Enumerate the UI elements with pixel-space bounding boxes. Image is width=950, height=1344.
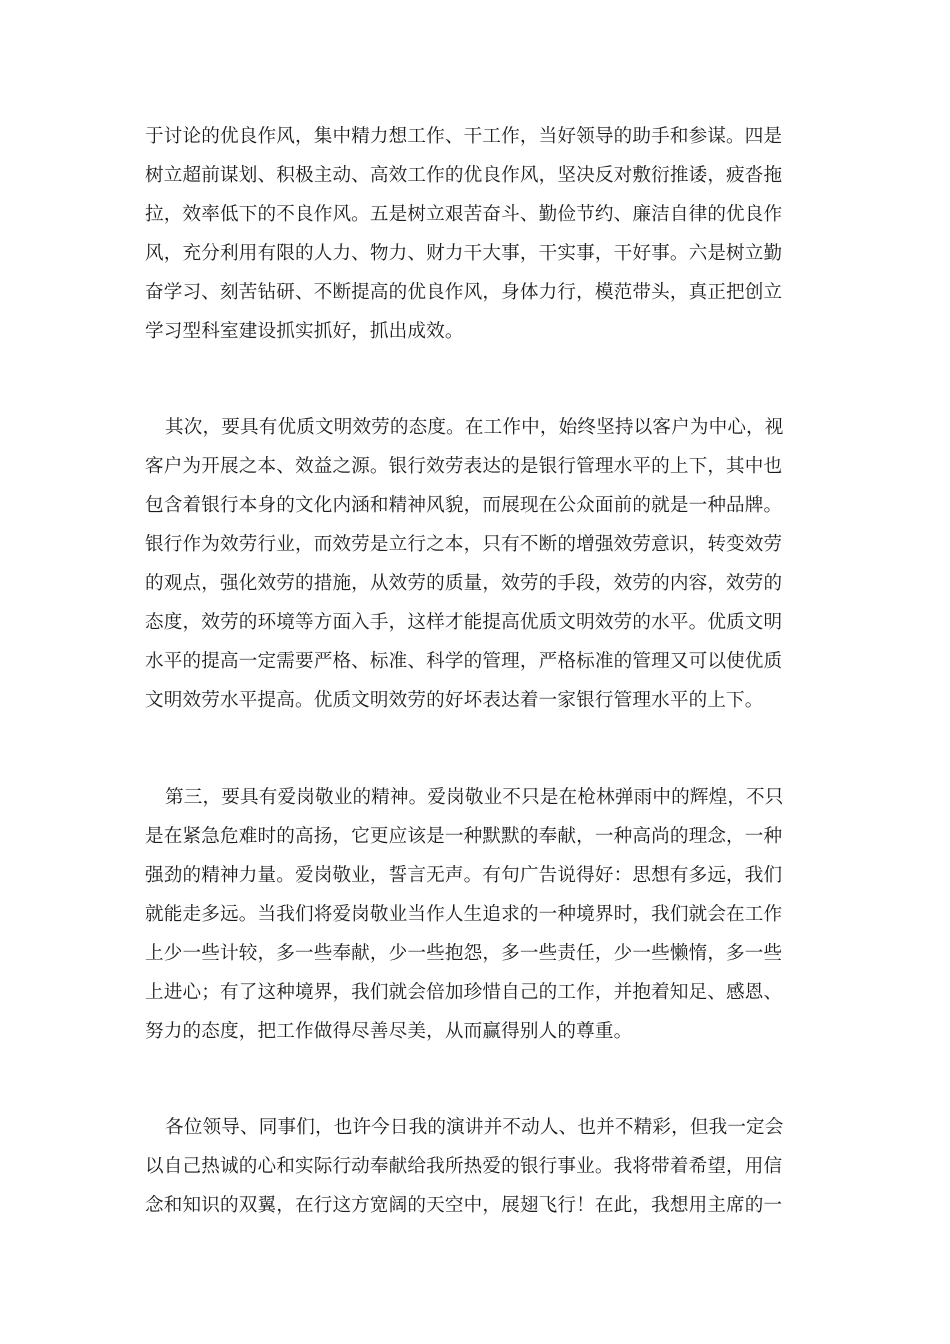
text-line: 奋学习、刻苦钻研、不断提高的优良作风，身体力行，模范带头，真正把创立	[145, 282, 783, 303]
text-line: 以自己热诚的心和实际行动奉献给我所热爱的银行事业。我将带着希望，用信	[145, 1156, 783, 1177]
text-line: 努力的态度，把工作做得尽善尽美，从而赢得别人的尊重。	[145, 1021, 633, 1042]
text-line: 拉，效率低下的不良作风。五是树立艰苦奋斗、勤俭节约、廉洁自律的优良作	[145, 204, 783, 225]
text-line: 水平的提高一定需要严格、标准、科学的管理，严格标准的管理又可以使优质	[145, 651, 783, 672]
text-line: 上少一些计较，多一些奉献，少一些抱怨，多一些责任，少一些懒惰，多一些	[145, 943, 783, 964]
text-line: 学习型科室建设抓实抓好，抓出成效。	[145, 321, 464, 342]
text-line: 文明效劳水平提高。优质文明效劳的好坏表达着一家银行管理水平的上下。	[145, 690, 764, 711]
text-line: 的观点，强化效劳的措施，从效劳的质量，效劳的手段，效劳的内容，效劳的	[145, 573, 783, 594]
text-line: 念和知识的双翼，在行这方宽阔的天空中，展翅飞行！在此，我想用主席的一	[145, 1195, 783, 1216]
text-line: 第三，要具有爱岗敬业的精神。爱岗敬业不只是在枪林弹雨中的辉煌，不只	[165, 787, 784, 808]
text-line: 风，充分利用有限的人力、物力、财力干大事，干实事，干好事。六是树立勤	[145, 243, 783, 264]
text-line: 包含着银行本身的文化内涵和精神风貌，而展现在公众面前的就是一种品牌。	[145, 495, 783, 516]
text-line: 各位领导、同事们，也许今日我的演讲并不动人、也并不精彩，但我一定会	[165, 1117, 784, 1138]
text-line: 上进心；有了这种境界，我们就会倍加珍惜自己的工作，并抱着知足、感恩、	[145, 982, 783, 1003]
text-line: 客户为开展之本、效益之源。银行效劳表达的是银行管理水平的上下，其中也	[145, 456, 783, 477]
text-line: 银行作为效劳行业，而效劳是立行之本，只有不断的增强效劳意识，转变效劳	[145, 534, 783, 555]
text-line: 是在紧急危难时的高扬，它更应该是一种默默的奉献，一种高尚的理念，一种	[145, 826, 783, 847]
text-line: 其次，要具有优质文明效劳的态度。在工作中，始终坚持以客户为中心，视	[165, 417, 784, 438]
text-line: 于讨论的优良作风，集中精力想工作、干工作，当好领导的助手和参谋。四是	[145, 126, 783, 147]
text-line: 态度，效劳的环境等方面入手，这样才能提高优质文明效劳的水平。优质文明	[145, 612, 783, 633]
text-line: 树立超前谋划、积极主动、高效工作的优良作风，坚决反对敷衍推诿，疲沓拖	[145, 165, 783, 186]
text-line: 就能走多远。当我们将爱岗敬业当作人生追求的一种境界时，我们就会在工作	[145, 904, 783, 925]
text-line: 强劲的精神力量。爱岗敬业，誓言无声。有句广告说得好：思想有多远，我们	[145, 865, 783, 886]
